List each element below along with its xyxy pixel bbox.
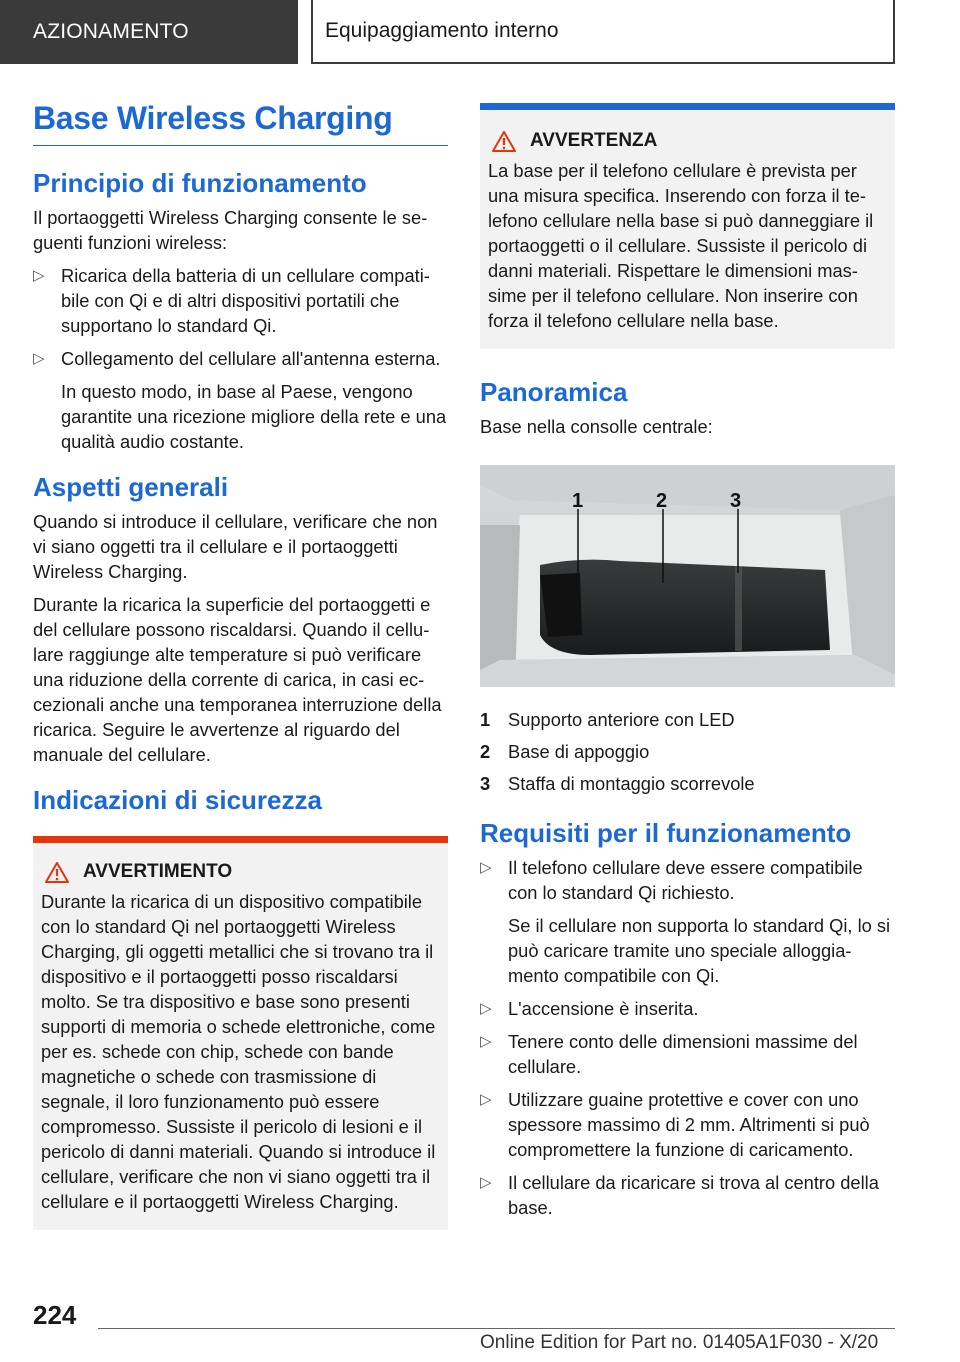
chapter-tab: Equipaggiamento interno <box>311 0 895 64</box>
general-heading: Aspetti generali <box>33 472 229 502</box>
list-item-subtext: Se il cellulare non supporta lo standard Qi, lo si può caricare tramite uno speciale alloggiamento compatibile con Qi. <box>508 915 891 986</box>
caution-triangle-icon <box>492 131 516 152</box>
warning-label: AVVERTIMENTO <box>83 861 233 882</box>
list-item-text: Tenere conto delle dimensioni massime del cellulare. <box>508 1031 858 1077</box>
warning-triangle-icon <box>45 862 69 883</box>
section-tab: AZIONAMENTO <box>0 0 298 64</box>
warning-box <box>33 836 448 1230</box>
principle-heading: Principio di funzionamento <box>33 168 367 198</box>
footer-divider <box>98 1328 895 1329</box>
triangle-bullet-icon: ▷ <box>33 267 45 284</box>
list-item-text: Il cellulare da ricaricare si trova al centro della base. <box>508 1172 879 1218</box>
console-charging-tray-image <box>480 465 895 687</box>
principle-list <box>33 263 448 454</box>
legend-item <box>480 704 895 736</box>
warning-text: Durante la ricarica di un dispositivo compatibile con lo standard Qi nel portaoggetti Wireless Charging, gli oggetti metallici che si trovano tra il dispositivo e il portaoggetti posso riscaldarsi molto. Se tra dispositivo e base sono presenti supporti di memoria o schede elettroniche, come per es. schede con chip, schede con bande magnetiche o schede con trasmissione di segnale, il loro funzionamento può essere compromesso. Sussiste il pericolo di lesioni e il pericolo di danni materiali. Quando si introduce il cellulare, verificare che non vi siano oggetti tra il cellulare e il portaoggetti Wireless Charging. <box>41 891 436 1212</box>
list-item-subtext: In questo modo, in base al Paese, vengono garantite una ricezione migliore della rete e una qualità audio costante. <box>61 381 447 452</box>
callout-2: 2 <box>656 490 668 512</box>
legend-number: 1 <box>480 709 491 730</box>
overview-intro: Base nella consolle centrale: <box>480 416 713 437</box>
general-paragraph-2: Durante la ricarica la superficie del portaoggetti e del cellulare possono riscaldarsi. Quando il cellulare raggiunge alte temperature si può verificare una riduzione della corrente di carica, in casi eccezionali anche una temporanea interruzione della ricarica. Seguire le avvertenze al riguardo del manuale del cellulare. <box>33 594 442 765</box>
overview-heading: Panoramica <box>480 377 628 407</box>
list-item-text: Collegamento del cellulare all'antenna esterna. <box>61 348 441 369</box>
principle-intro: Il portaoggetti Wireless Charging consente le seguenti funzioni wireless: <box>33 207 428 253</box>
caution-header <box>488 130 887 152</box>
warning-header <box>41 861 440 883</box>
caution-label: AVVERTENZA <box>530 130 658 151</box>
image-legend <box>480 704 895 800</box>
legend-text: Base di appoggio <box>508 741 650 762</box>
legend-text: Supporto anteriore con LED <box>508 709 735 730</box>
triangle-bullet-icon: ▷ <box>480 1174 492 1191</box>
legend-item <box>480 736 895 768</box>
list-item <box>33 346 448 454</box>
list-item-text: Utilizzare guaine protettive e cover con uno spessore massimo di 2 mm. Altrimenti si può compromettere la funzione di caricamento. <box>508 1089 870 1160</box>
list-item <box>33 263 448 338</box>
callout-3: 3 <box>730 490 742 512</box>
page-title: Base Wireless Charging <box>33 100 448 146</box>
legend-number: 3 <box>480 773 491 794</box>
legend-text: Staffa di montaggio scorrevole <box>508 773 755 794</box>
caution-text: La base per il telefono cellulare è prevista per una misura specifica. Inserendo con forza il telefono cellulare nella base si può danneggiare il portaoggetti o il cellulare. Sussiste il pericolo di danni materiali. Rispettare le dimensioni massime per il telefono cellulare. Non inserire con forza il telefono cellulare nella base. <box>488 160 874 331</box>
safety-heading: Indicazioni di sicurezza <box>33 785 322 815</box>
list-item <box>480 996 895 1021</box>
list-item-text: Ricarica della batteria di un cellulare compatibile con Qi e di altri dispositivi portatili che supportano lo standard Qi. <box>61 265 430 336</box>
triangle-bullet-icon: ▷ <box>480 1033 492 1050</box>
requirements-heading: Requisiti per il funzionamento <box>480 818 852 848</box>
page-header <box>0 0 960 66</box>
list-item <box>480 855 895 988</box>
caution-box <box>480 103 895 349</box>
general-paragraph-1: Quando si introduce il cellulare, verificare che non vi siano oggetti tra il cellulare e il portaoggetti Wireless Charging. <box>33 511 438 582</box>
triangle-bullet-icon: ▷ <box>33 350 45 367</box>
edition-note: Online Edition for Part no. 01405A1F030 - X/20 <box>480 1332 879 1353</box>
requirements-list <box>480 855 895 1220</box>
list-item <box>480 1087 895 1162</box>
triangle-bullet-icon: ▷ <box>480 1091 492 1108</box>
left-column <box>33 100 448 1230</box>
legend-item <box>480 768 895 800</box>
triangle-bullet-icon: ▷ <box>480 1000 492 1017</box>
right-column <box>480 100 895 1228</box>
list-item-text: Il telefono cellulare deve essere compatibile con lo standard Qi richiesto. <box>508 857 863 903</box>
list-item <box>480 1170 895 1220</box>
legend-number: 2 <box>480 741 491 762</box>
list-item <box>480 1029 895 1079</box>
callout-1: 1 <box>572 490 584 512</box>
list-item-text: L'accensione è inserita. <box>508 998 699 1019</box>
triangle-bullet-icon: ▷ <box>480 859 492 876</box>
page-number: 224 <box>33 1300 77 1330</box>
